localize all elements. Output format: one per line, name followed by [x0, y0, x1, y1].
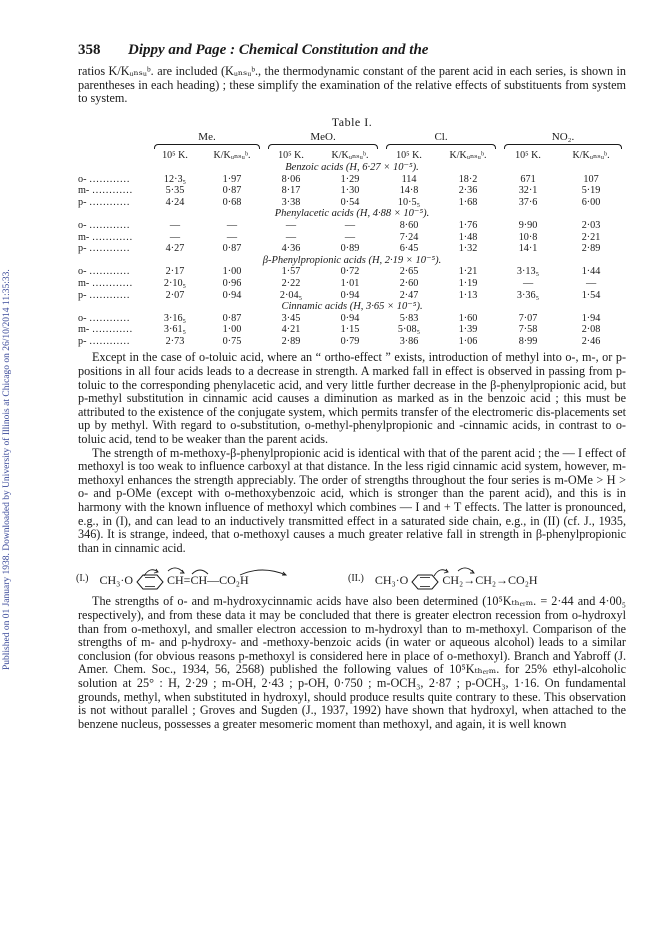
electron-shift-arrows-icon: [430, 565, 510, 577]
table-cell: 0·87: [222, 243, 242, 255]
table-cell: 1·01: [340, 277, 360, 289]
table-cell: 6·45: [399, 243, 419, 255]
table-cell: 1·13: [458, 289, 478, 301]
row-label: p- …………: [78, 243, 130, 255]
table-cell: 0·72: [340, 266, 360, 278]
section-heading-row: [78, 162, 626, 174]
section-heading-row: [78, 208, 626, 220]
row-label: p- …………: [78, 289, 130, 301]
table-cell: 2·65: [399, 266, 419, 278]
table-cell: 9·90: [518, 219, 538, 231]
table-cell: 10·5₅: [397, 196, 421, 208]
table-cell: —: [169, 219, 181, 231]
row-label: m- …………: [78, 277, 133, 289]
table-cell: 12·3₅: [163, 173, 187, 185]
intro-paragraph: ratios K/Kᵤₙₛᵤᵇ. are included (Kᵤₙₛᵤᵇ., the thermodynamic constant of the parent acid in each series, is shown in parentheses in each heading) ; these simplify the examination of the relative effects of substituents from system to system.: [78, 64, 626, 106]
paragraph-hydroxy: The strengths of o- and m-hydroxycinnamic acids have also been determined (10⁵Kₜₕₑᵣₘ. = 2·44 and 4·00₅ respectively), and from these data it may be concluded that there is greater electron recession from o-hydroxyl than from o-methoxyl, and smaller electron accession to m-hydroxyl than to m-methoxyl. Comparison of the strengths of m- and p-hydroxy- and -methoxy-benzoic acids (in water or aqueous alcohol) leads to a similar conclusion (for obvious reasons p-methoxyl is considered here in place of o-methoxyl). Branch and Yabroff (J. Amer. Chem. Soc., 1934, 56, 2568) published the following values of 10⁵Kₜₕₑᵣₘ. for 25% ethyl-alcoholic solution at 25° : H, 2·29 ; m-OH, 2·43 ; p-OH, 0·750 ; m-OCH₃, 2·87 ; p-OCH₃, 1·16. On fundamental grounds, methyl, when substituted in hydroxyl, should produce results quite contrary to these. This observation is not without parallel ; Groves and Sugden (J., 1937, 1992) have shown that hydroxyl, when attached to the benzene nucleus, possesses a greater mesomeric moment than methoxyl, and again, it is well known: [78, 594, 626, 731]
table-cell: 1·00: [222, 324, 242, 336]
table-cell: 5·19: [581, 185, 601, 197]
table-row: [78, 336, 626, 348]
table-cell: 2·89: [581, 243, 601, 255]
table-row: [78, 266, 626, 278]
table-cell: —: [344, 231, 356, 243]
table-cell: 1·68: [458, 196, 478, 208]
table-cell: 2·60: [399, 277, 419, 289]
section-heading: β-Phenylpropionic acids (H, 2·19 × 10⁻⁵).: [262, 254, 442, 266]
table-cell: —: [226, 219, 238, 231]
electron-shift-arrows-icon: [140, 565, 310, 577]
table-cell: 2·73: [165, 335, 185, 347]
table-row: [78, 232, 626, 244]
row-label: p- …………: [78, 335, 130, 347]
group-header-row: [78, 132, 626, 151]
row-label: p- …………: [78, 196, 130, 208]
table-cell: 0·96: [222, 277, 242, 289]
table-cell: 0·87: [222, 312, 242, 324]
table-cell: 2·89: [281, 335, 301, 347]
table-cell: 1·76: [458, 219, 478, 231]
table-cell: 4·36: [281, 243, 301, 255]
table-cell: 7·58: [518, 324, 538, 336]
group-meo: MeO.: [264, 132, 382, 151]
table-cell: 671: [520, 173, 536, 185]
section-heading-row: [78, 301, 626, 313]
table-cell: 1·32: [458, 243, 478, 255]
table-cell: 0·87: [222, 185, 242, 197]
table-cell: 32·1: [518, 185, 538, 197]
table-cell: 4·21: [281, 324, 301, 336]
table-cell: 1·60: [458, 312, 478, 324]
running-head: [78, 42, 626, 62]
table-cell: 1·48: [458, 231, 478, 243]
table-cell: 2·22: [281, 277, 301, 289]
section-heading: Phenylacetic acids (H, 4·88 × 10⁻⁵).: [274, 208, 430, 220]
table-cell: 0·54: [340, 196, 360, 208]
col-header: K/Kᵤₙₛᵤᵇ.: [331, 150, 369, 162]
table-cell: 3·16₅: [163, 312, 187, 324]
group-me: Me.: [150, 132, 264, 151]
table-cell: 6·00: [581, 196, 601, 208]
table-cell: 1·97: [222, 173, 242, 185]
table-cell: 0·79: [340, 335, 360, 347]
formula-two-right: CH₂→CH₂→CO₂H: [442, 573, 538, 588]
row-label: m- …………: [78, 324, 133, 336]
table-row: [78, 243, 626, 255]
download-stamp: Published on 01 January 1938. Downloaded by University of Illinois at Chicago on 26/10/2014 11:35:33.: [2, 269, 12, 671]
table-cell: 1·44: [581, 266, 601, 278]
table-cell: 3·61₅: [163, 324, 187, 336]
table-cell: 3·38: [281, 196, 301, 208]
table-cell: 0·94: [340, 312, 360, 324]
table-cell: 0·94: [222, 289, 242, 301]
table-cell: 1·19: [458, 277, 478, 289]
table-cell: 0·75: [222, 335, 242, 347]
table-row: [78, 197, 626, 209]
row-label: o- …………: [78, 219, 130, 231]
table-cell: —: [585, 277, 597, 289]
formula-two-label: (II.): [348, 573, 364, 585]
col-header: 10⁵ K.: [278, 150, 304, 162]
formula-one-label: (I.): [76, 573, 89, 585]
table-cell: 2·17: [165, 266, 185, 278]
table-cell: —: [285, 219, 297, 231]
col-header: K/Kᵤₙₛᵤᵇ.: [449, 150, 487, 162]
table-cell: 5·35: [165, 185, 185, 197]
table-row: [78, 174, 626, 186]
column-header-row: [78, 150, 626, 162]
formula-one-left: CH₃·O: [99, 573, 134, 588]
table-cell: 8·17: [281, 185, 301, 197]
table-row: [78, 313, 626, 325]
table-cell: 1·54: [581, 289, 601, 301]
table-cell: 0·89: [340, 243, 360, 255]
table-cell: 2·46: [581, 335, 601, 347]
data-table: [78, 132, 626, 348]
section-heading: Cinnamic acids (H, 3·65 × 10⁻⁵).: [281, 301, 423, 313]
table-cell: 2·03: [581, 219, 601, 231]
formula-one-right: CH=CH—CO₂H: [167, 573, 249, 588]
col-header: 10⁵ K.: [396, 150, 422, 162]
table-cell: 3·45: [281, 312, 301, 324]
table-row: [78, 220, 626, 232]
table-cell: —: [344, 219, 356, 231]
table-cell: 0·94: [340, 289, 360, 301]
paragraph-methoxy: The strength of m-methoxy-β-phenylpropionic acid is identical with that of the parent acid ; the — I effect of methoxyl is too weak to influence carboxyl at that distance. In the less rigid cinnamic acid system, however, m-methoxyl enhances the strength appreciably. The order of strengths throughout the four series is m-OMe > H > o- and p-OMe (except with o-methoxybenzoic acid, which is stronger than the parent acid), and this is in harmony with the known influence of methoxyl which combines — I and + T effects. The latter is pronounced, e.g., in (I), and can lead to an inductively transmitted effect in a saturated side chain, e.g., in (II) (cf. J., 1935, 346). It is strange, indeed, that o-methoxyl causes a much greater relative fall in strength in β-phenylpropionic than in cinnamic acid.: [78, 445, 626, 555]
row-label: o- …………: [78, 266, 130, 278]
table-cell: 8·06: [281, 173, 301, 185]
table-cell: 1·39: [458, 324, 478, 336]
table-cell: 7·07: [518, 312, 538, 324]
table-cell: 4·27: [165, 243, 185, 255]
table-cell: —: [285, 231, 297, 243]
page-number: 358: [78, 42, 101, 58]
table-cell: 114: [401, 173, 417, 185]
table-cell: 14·1: [518, 243, 538, 255]
page: [78, 42, 626, 731]
table-cell: 14·8: [399, 185, 419, 197]
table-cell: 2·36: [458, 185, 478, 197]
table-cell: 37·6: [518, 196, 538, 208]
table-cell: 1·30: [340, 185, 360, 197]
table-cell: 3·86: [399, 335, 419, 347]
table-cell: 2·21: [581, 231, 601, 243]
table-cell: —: [169, 231, 181, 243]
table-cell: 3·13₅: [516, 266, 540, 278]
table-cell: 1·21: [458, 266, 478, 278]
table-cell: 1·06: [458, 335, 478, 347]
table-row: [78, 324, 626, 336]
table-cell: 1·94: [581, 312, 601, 324]
table-cell: 2·08: [581, 324, 601, 336]
group-no2: NO₂.: [500, 132, 626, 151]
col-header: 10⁵ K.: [162, 150, 188, 162]
section-heading: Benzoic acids (H, 6·27 × 10⁻⁵).: [285, 161, 419, 173]
table-cell: 1·00: [222, 266, 242, 278]
table-cell: 8·99: [518, 335, 538, 347]
row-label: m- …………: [78, 185, 133, 197]
table-cell: 3·36₅: [516, 289, 540, 301]
table-cell: 7·24: [399, 231, 419, 243]
table-cell: 1·15: [340, 324, 360, 336]
table-cell: 1·29: [340, 173, 360, 185]
table-cell: 107: [583, 173, 599, 185]
formula-two-left: CH₃·O: [374, 573, 409, 588]
paragraph-methyl: Except in the case of o-toluic acid, where an “ ortho-effect ” exists, introduction of methyl into o-, m-, or p-positions in all four acids leads to a decrease in strength. A marked fall in effect is observed in passing from p-toluic to the corresponding phenylacetic acid, and very little further decrease in the β-phenylpropionic acid, but p-methyl substitution in cinnamic acid causes a diminution as marked as in the benzoic acid ; this must be attributed to the existence of the conjugate system, which permits transfer of the electromeric dis-placements set up by methyl. With regard to o-substitution, o-methyl-phenylpropionic and -cinnamic acids, in contrast to o-toluic acid, tend to be weaker than the parent acids.: [78, 350, 626, 447]
row-label: m- …………: [78, 231, 133, 243]
table-row: [78, 278, 626, 290]
structural-formulas: [78, 565, 626, 595]
table-cell: 1·57: [281, 266, 301, 278]
table-title: Table I.: [331, 114, 373, 129]
group-cl: Cl.: [382, 132, 500, 151]
table-cell: 2·07: [165, 289, 185, 301]
table-cell: —: [522, 277, 534, 289]
table-cell: 5·83: [399, 312, 419, 324]
table-cell: 4·24: [165, 196, 185, 208]
table-cell: 0·68: [222, 196, 242, 208]
col-header: 10⁵ K.: [515, 150, 541, 162]
table-cell: 5·08₅: [397, 324, 421, 336]
col-header: K/Kᵤₙₛᵤᵇ.: [213, 150, 251, 162]
table-row: [78, 185, 626, 197]
table-cell: 8·60: [399, 219, 419, 231]
table-cell: 18·2: [458, 173, 478, 185]
table-cell: 2·47: [399, 289, 419, 301]
table-cell: 2·04₅: [279, 289, 303, 301]
table-cell: 2·10₅: [163, 277, 187, 289]
row-label: o- …………: [78, 173, 130, 185]
table-cell: —: [226, 231, 238, 243]
table-cell: 10·8: [518, 231, 538, 243]
col-header: K/Kᵤₙₛᵤᵇ.: [572, 150, 610, 162]
running-title: Dippy and Page : Chemical Constitution and the: [128, 42, 429, 58]
table-row: [78, 290, 626, 302]
row-label: o- …………: [78, 312, 130, 324]
section-heading-row: [78, 255, 626, 267]
